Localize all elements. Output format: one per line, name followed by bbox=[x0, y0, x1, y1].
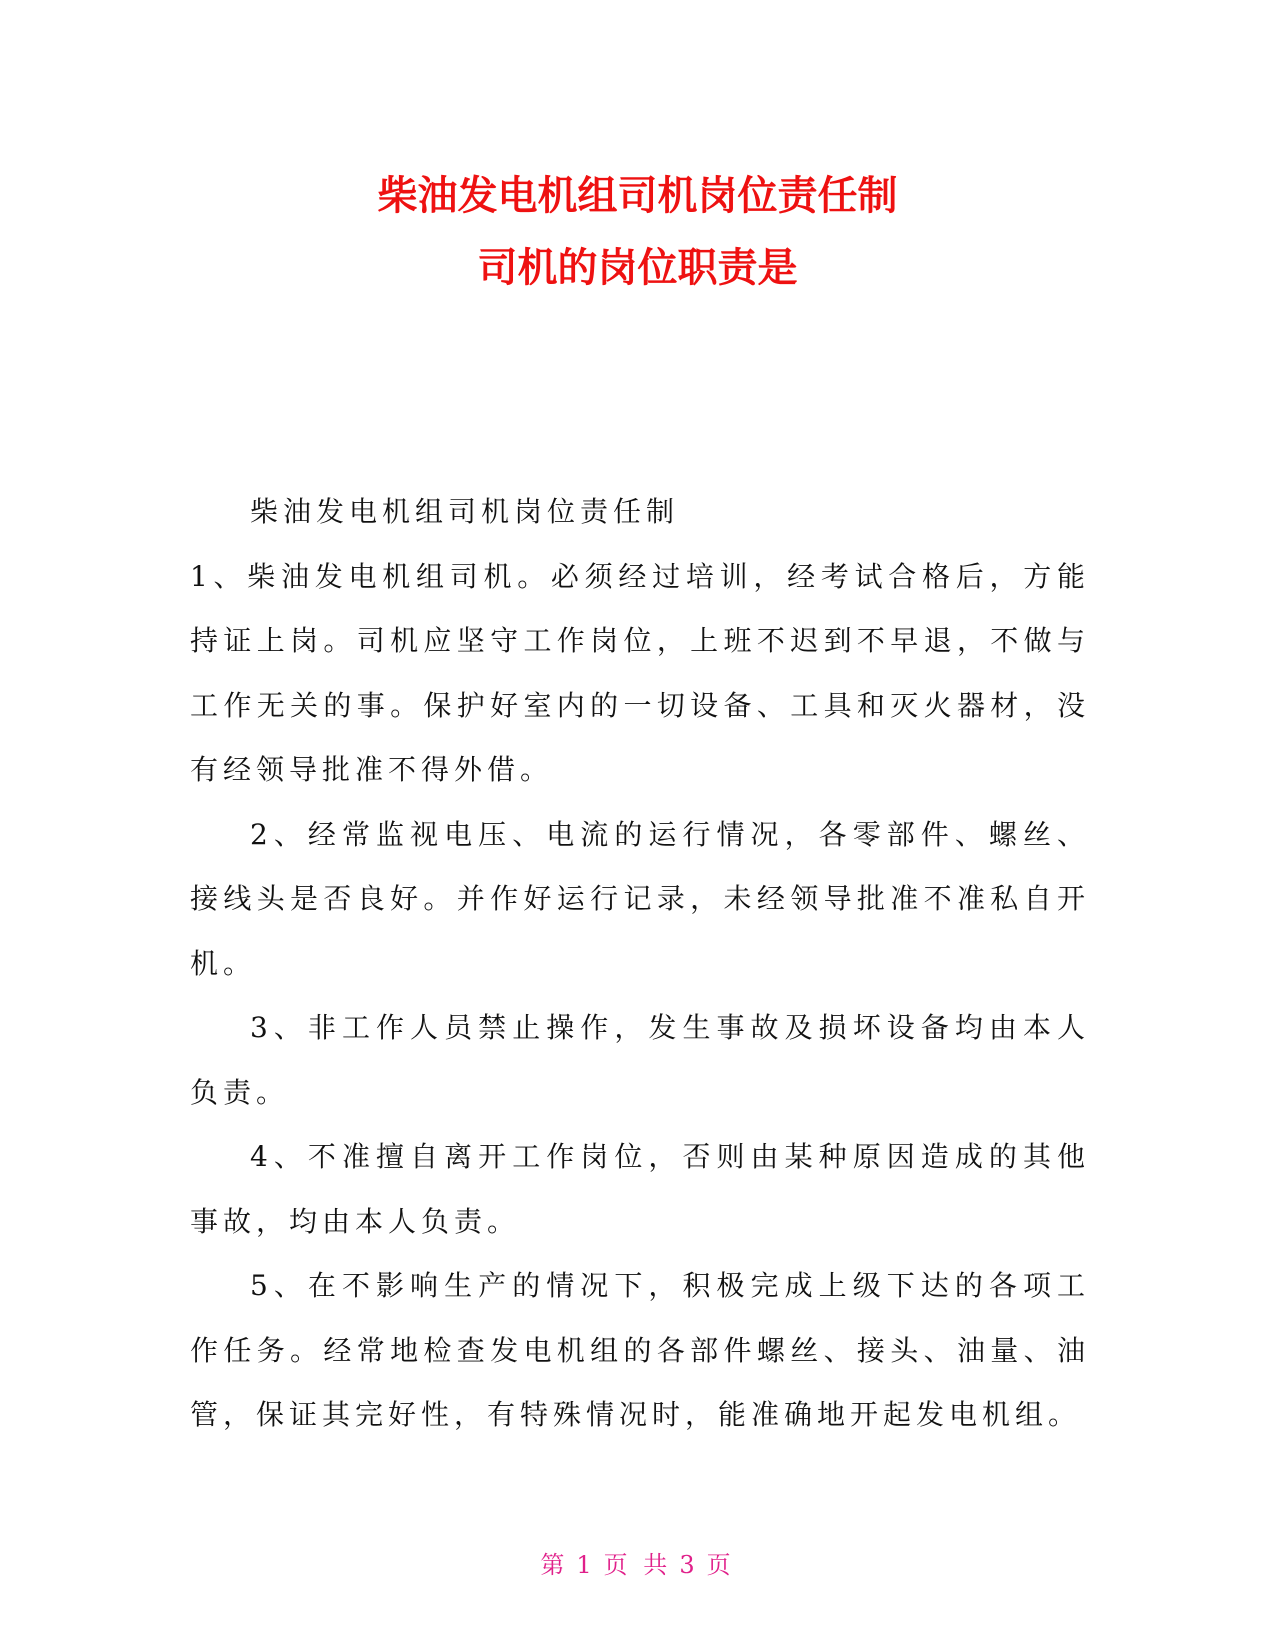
paragraph-item-5: 5、在不影响生产的情况下，积极完成上级下达的各项工作任务。经常地检查发电机组的各部件螺丝、接头、油量、油管，保证其完好性，有特殊情况时，能准确地开起发电机组。 bbox=[190, 1269, 1090, 1431]
paragraph-item-2: 2、经常监视电压、电流的运行情况，各零部件、螺丝、接线头是否良好。并作好运行记录，未经领导批准不准私自开机。 bbox=[190, 817, 1090, 980]
footer-middle: 页 共 bbox=[603, 1551, 672, 1579]
title-line-1: 柴油发电机组司机岗位责任制 bbox=[377, 173, 898, 219]
paragraph-heading: 柴油发电机组司机岗位责任制 bbox=[250, 495, 680, 528]
document-body bbox=[190, 480, 1090, 1448]
paragraph-item-4: 4、不准擅自离开工作岗位，否则由某种原因造成的其他事故，均由本人负责。 bbox=[190, 1140, 1090, 1238]
document-title bbox=[0, 160, 1275, 304]
footer-total-pages: 3 bbox=[679, 1551, 699, 1579]
footer-page-number: 1 bbox=[576, 1551, 596, 1579]
title-line-2: 司机的岗位职责是 bbox=[477, 245, 798, 291]
page-footer bbox=[0, 1545, 1275, 1580]
paragraph-item-1: 1、柴油发电机组司机。必须经过培训，经考试合格后，方能持证上岗。司机应坚守工作岗位，上班不迟到不早退，不做与工作无关的事。保护好室内的一切设备、工具和灭火器材，没有经领导批准不得外借。 bbox=[190, 559, 1090, 786]
paragraph-item-3: 3、非工作人员禁止操作，发生事故及损坏设备均由本人负责。 bbox=[190, 1011, 1090, 1109]
footer-suffix: 页 bbox=[706, 1551, 735, 1579]
footer-prefix: 第 bbox=[540, 1551, 569, 1579]
